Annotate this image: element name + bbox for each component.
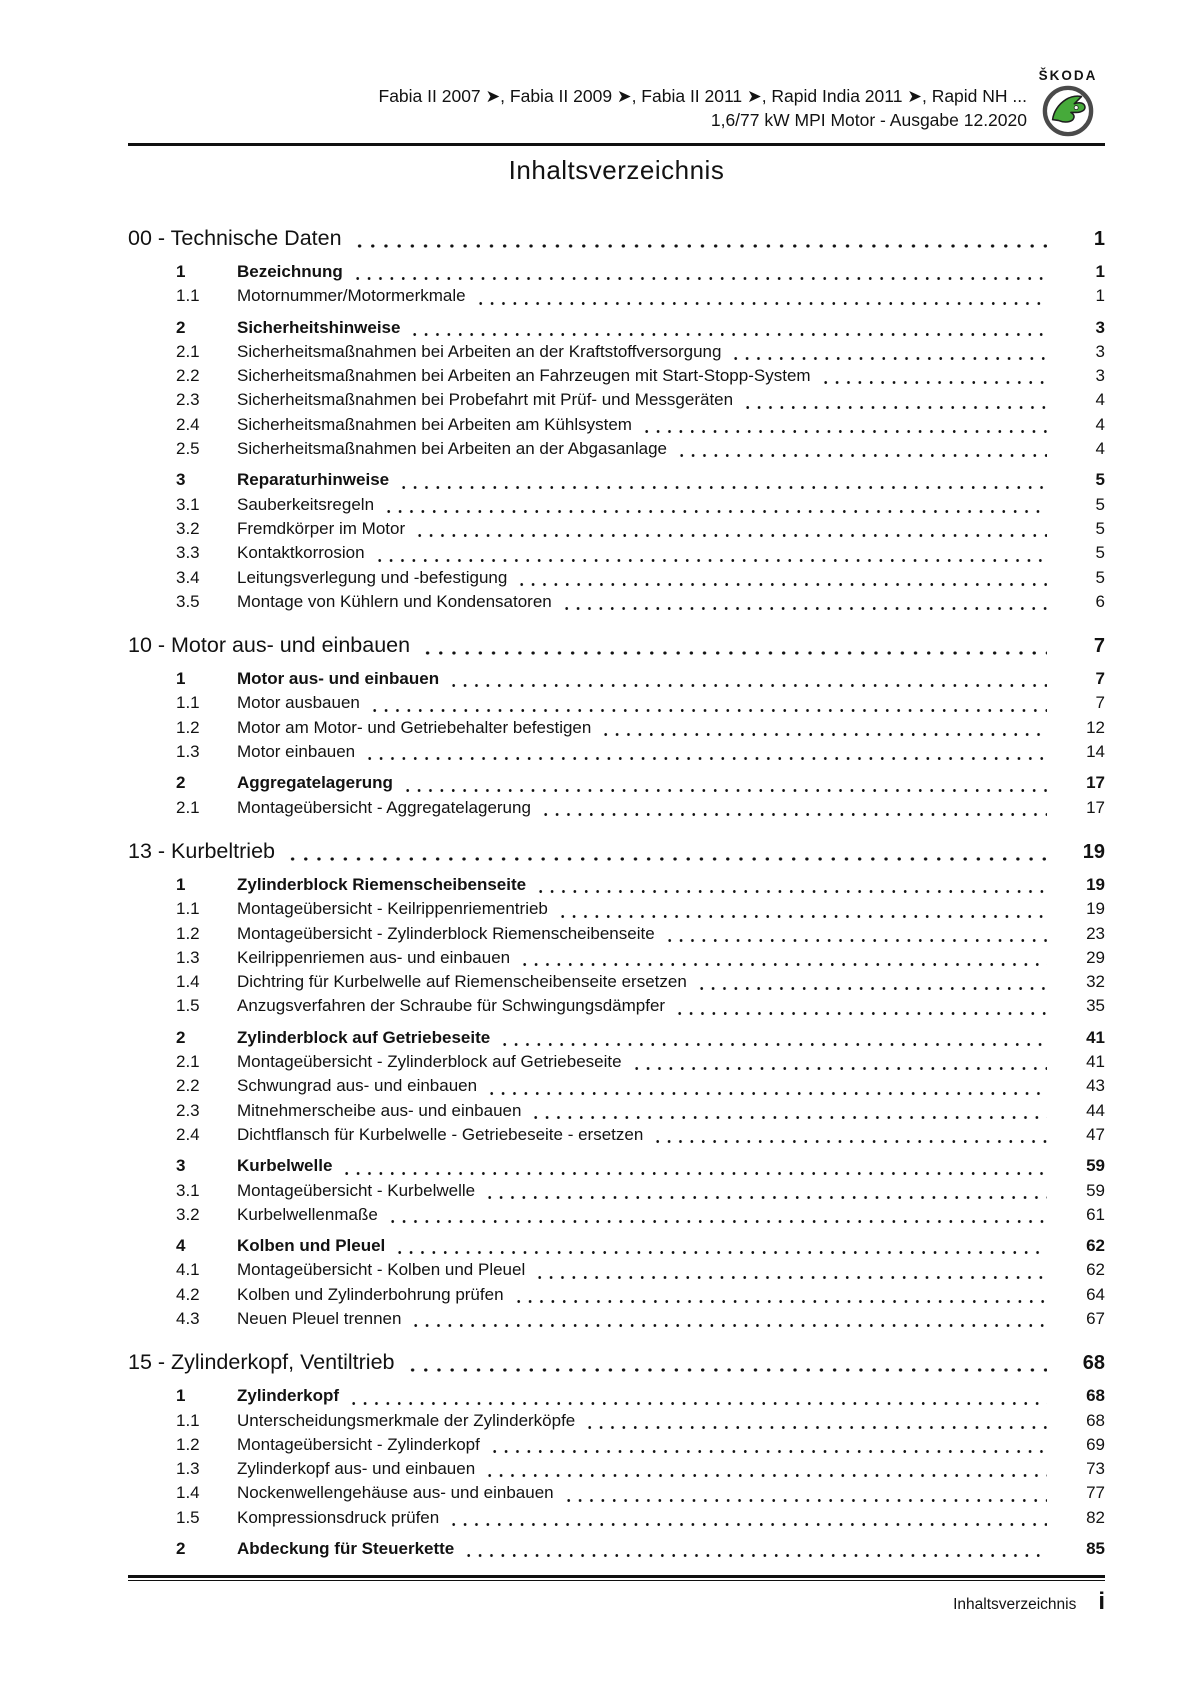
- section-number: 1.1: [176, 899, 200, 919]
- leader-dots: [410, 1324, 1047, 1327]
- toc-section-row: [128, 1026, 1105, 1050]
- section-title: Montageübersicht - Kurbelwelle: [237, 1180, 476, 1200]
- section-title: Zylinderblock Riemenscheibenseite: [237, 874, 527, 894]
- section-page-number: 59: [1086, 1180, 1105, 1200]
- chapter-label: 13 - Kurbeltrieb: [128, 838, 275, 863]
- toc-section-row: [128, 340, 1105, 364]
- toc-section-row: [128, 364, 1105, 388]
- section-page-number: 23: [1086, 923, 1105, 943]
- section-page-number: 41: [1086, 1027, 1105, 1047]
- section-title: Kompressionsdruck prüfen: [237, 1507, 440, 1527]
- leader-dots: [676, 454, 1047, 457]
- section-title: Neuen Pleuel trennen: [237, 1308, 402, 1328]
- toc-section-row: [128, 566, 1105, 590]
- toc-section-row: [128, 1123, 1105, 1147]
- leader-dots: [402, 789, 1047, 792]
- section-title: Motor ausbauen: [237, 693, 360, 713]
- section-page-number: 41: [1086, 1052, 1105, 1072]
- leader-dots: [519, 963, 1047, 966]
- toc-section-row: [128, 873, 1105, 897]
- leader-dots: [820, 381, 1047, 384]
- skoda-logo: [1033, 68, 1103, 137]
- section-page-number: 7: [1095, 693, 1105, 713]
- leader-dots: [499, 1043, 1047, 1046]
- section-title: Kontaktkorrosion: [237, 543, 365, 563]
- section-title: Bezeichnung: [237, 262, 343, 281]
- section-title: Montageübersicht - Zylinderblock Riemenscheibenseite: [237, 923, 655, 943]
- section-page-number: 32: [1086, 972, 1105, 992]
- section-title: Aggregatelagerung: [237, 773, 393, 793]
- section-title: Leitungsverlegung und -befestigung: [237, 567, 508, 587]
- toc-section-row: [128, 493, 1105, 517]
- section-title: Dichtring für Kurbelwelle auf Riemenscheibenseite ersetzen: [237, 972, 687, 992]
- section-page-number: 3: [1095, 341, 1105, 361]
- section-page-number: 14: [1086, 742, 1105, 762]
- header-rule: [128, 143, 1105, 146]
- leader-dots: [448, 1523, 1047, 1526]
- toc-section-row: [128, 1154, 1105, 1178]
- section-title: Kurbelwelle: [237, 1156, 333, 1176]
- toc-section-row: [128, 1506, 1105, 1530]
- toc-section-row: [128, 994, 1105, 1018]
- toc-section-row: [128, 1283, 1105, 1307]
- leader-dots: [484, 1474, 1047, 1477]
- section-title: Kurbelwellenmaße: [237, 1204, 378, 1224]
- section-page-number: 7: [1095, 669, 1105, 689]
- section-number: 1.3: [176, 1459, 200, 1479]
- section-number: 3: [176, 1156, 186, 1176]
- page-title: Inhaltsverzeichnis: [508, 155, 725, 185]
- leader-dots: [364, 757, 1047, 760]
- section-page-number: 4: [1095, 439, 1105, 459]
- header-edition-line: 1,6/77 kW MPI Motor - Ausgabe 12.2020: [710, 110, 1027, 130]
- section-title: Montageübersicht - Zylinderkopf: [237, 1434, 480, 1454]
- section-title: Montage von Kühlern und Kondensatoren: [237, 591, 552, 611]
- toc-section-row: [128, 1384, 1105, 1408]
- section-number: 2.3: [176, 390, 200, 410]
- section-page-number: 17: [1086, 773, 1105, 793]
- chapter-label: 15 - Zylinderkopf, Ventiltrieb: [128, 1350, 395, 1375]
- section-page-number: 29: [1086, 947, 1105, 967]
- leader-dots: [383, 510, 1047, 513]
- leader-dots: [387, 1220, 1047, 1223]
- toc-section-row: [128, 771, 1105, 795]
- leader-dots: [600, 733, 1047, 736]
- section-page-number: 69: [1086, 1434, 1105, 1454]
- leader-dots: [486, 1092, 1047, 1095]
- section-page-number: 77: [1086, 1483, 1105, 1503]
- section-number: 1.4: [176, 1483, 200, 1503]
- section-page-number: 43: [1086, 1076, 1105, 1096]
- section-number: 1.3: [176, 947, 200, 967]
- toc-section-row: [128, 897, 1105, 921]
- section-page-number: 67: [1086, 1308, 1105, 1328]
- leader-dots: [489, 1450, 1047, 1453]
- section-page-number: 5: [1095, 518, 1105, 538]
- section-page-number: 5: [1095, 470, 1105, 490]
- section-page-number: 62: [1086, 1260, 1105, 1280]
- section-title: Motor einbauen: [237, 742, 356, 762]
- toc-section-row: [128, 716, 1105, 740]
- section-title: Sicherheitshinweise: [237, 317, 401, 337]
- section-page-number: 59: [1086, 1156, 1105, 1176]
- toc-section-row: [128, 1203, 1105, 1227]
- section-number: 2.1: [176, 341, 200, 361]
- section-page-number: 64: [1086, 1284, 1105, 1304]
- toc-section-row: [128, 284, 1105, 308]
- section-title: Motor am Motor- und Getriebehalter befestigen: [237, 717, 592, 737]
- toc-section-row: [128, 1234, 1105, 1258]
- toc-section-row: [128, 468, 1105, 492]
- leader-dots: [352, 277, 1047, 280]
- section-title: Sicherheitsmaßnahmen bei Arbeiten an Fahrzeugen mit Start-Stopp-System: [237, 366, 811, 386]
- leader-dots: [414, 534, 1047, 537]
- section-title: Kolben und Pleuel: [237, 1236, 386, 1256]
- section-number: 3: [176, 470, 186, 490]
- toc-section-row: [128, 970, 1105, 994]
- toc-section-row: [128, 1258, 1105, 1282]
- section-page-number: 68: [1086, 1410, 1105, 1430]
- leader-dots: [631, 1067, 1047, 1070]
- leader-dots: [513, 1300, 1047, 1303]
- section-number: 1: [176, 669, 186, 689]
- section-page-number: 47: [1086, 1124, 1105, 1144]
- section-page-number: 17: [1086, 797, 1105, 817]
- section-number: 1.2: [176, 717, 200, 737]
- leader-dots: [530, 1116, 1047, 1119]
- section-number: 1.5: [176, 1507, 200, 1527]
- section-number: 4.3: [176, 1308, 200, 1328]
- section-title: Reparaturhinweise: [237, 470, 390, 490]
- toc-chapter-row: [128, 838, 1105, 866]
- section-number: 1: [176, 262, 186, 281]
- leader-dots: [652, 1140, 1047, 1143]
- section-title: Anzugsverfahren der Schraube für Schwingungsdämpfer: [237, 996, 666, 1016]
- section-number: 2.1: [176, 797, 200, 817]
- section-page-number: 4: [1095, 414, 1105, 434]
- leader-dots: [341, 1172, 1047, 1175]
- leader-dots: [730, 357, 1047, 360]
- leader-dots: [561, 607, 1047, 610]
- footer-page-number: i: [1098, 1588, 1105, 1615]
- section-title: Unterscheidungsmerkmale der Zylinderköpfe: [237, 1410, 576, 1430]
- section-title: Montageübersicht - Keilrippenriementrieb: [237, 899, 548, 919]
- section-number: 4: [176, 1236, 186, 1256]
- skoda-wordmark: ŠKODA: [1038, 68, 1098, 83]
- section-number: 2: [176, 1027, 186, 1047]
- toc-list: [128, 207, 1105, 1561]
- section-page-number: 1: [1095, 286, 1105, 306]
- section-page-number: 19: [1086, 899, 1105, 919]
- skoda-winged-arrow-icon: [1039, 85, 1097, 137]
- toc-section-row: [128, 922, 1105, 946]
- leader-dots: [540, 813, 1047, 816]
- section-number: 4.1: [176, 1260, 200, 1280]
- toc-section-row: [128, 691, 1105, 715]
- section-number: 3.1: [176, 1180, 200, 1200]
- section-page-number: 68: [1086, 1386, 1105, 1406]
- leader-dots: [398, 486, 1047, 489]
- section-title: Zylinderkopf: [237, 1386, 340, 1406]
- section-number: 1.3: [176, 742, 200, 762]
- toc-section-row: [128, 1433, 1105, 1457]
- section-page-number: 4: [1095, 390, 1105, 410]
- section-number: 4.2: [176, 1284, 200, 1304]
- page-footer: [953, 1588, 1105, 1616]
- section-title: Montageübersicht - Zylinderblock auf Getriebeseite: [237, 1052, 622, 1072]
- section-title: Sicherheitsmaßnahmen bei Probefahrt mit Prüf- und Messgeräten: [237, 390, 734, 410]
- toc-section-row: [128, 388, 1105, 412]
- section-page-number: 1: [1095, 262, 1105, 281]
- footer-label: Inhaltsverzeichnis: [953, 1596, 1077, 1613]
- leader-dots: [374, 559, 1047, 562]
- leader-dots: [484, 1196, 1047, 1199]
- chapter-label: 10 - Motor aus- und einbauen: [128, 633, 411, 658]
- section-number: 1: [176, 874, 186, 894]
- section-page-number: 3: [1095, 317, 1105, 337]
- footer-rule: [128, 1575, 1105, 1581]
- section-title: Sauberkeitsregeln: [237, 494, 375, 514]
- toc-section-row: [128, 1099, 1105, 1123]
- toc-section-row: [128, 740, 1105, 764]
- section-number: 2.3: [176, 1100, 200, 1120]
- leader-dots: [535, 890, 1047, 893]
- section-title: Fremdkörper im Motor: [237, 518, 406, 538]
- section-number: 2.2: [176, 366, 200, 386]
- leader-dots: [406, 1368, 1048, 1372]
- chapter-label: 00 - Technische Daten: [128, 226, 342, 250]
- section-number: 1.1: [176, 1410, 200, 1430]
- leader-dots: [563, 1499, 1047, 1502]
- section-page-number: 6: [1095, 591, 1105, 611]
- section-title: Montageübersicht - Aggregatelagerung: [237, 797, 531, 817]
- section-page-number: 73: [1086, 1459, 1105, 1479]
- toc-section-row: [128, 1409, 1105, 1433]
- leader-dots: [286, 857, 1047, 861]
- section-number: 2.5: [176, 439, 200, 459]
- leader-dots: [584, 1426, 1047, 1429]
- toc-section-row: [128, 590, 1105, 614]
- leader-dots: [557, 915, 1047, 918]
- section-page-number: 35: [1086, 996, 1105, 1016]
- toc-section-row: [128, 796, 1105, 820]
- section-title: Sicherheitsmaßnahmen bei Arbeiten am Kühlsystem: [237, 414, 632, 434]
- section-number: 2.4: [176, 1124, 200, 1144]
- section-title: Zylinderblock auf Getriebeseite: [237, 1027, 491, 1047]
- leader-dots: [664, 939, 1047, 942]
- section-page-number: 5: [1095, 494, 1105, 514]
- section-number: 3.3: [176, 543, 200, 563]
- leader-dots: [421, 651, 1047, 655]
- document-header: [128, 84, 1027, 132]
- section-page-number: 5: [1095, 567, 1105, 587]
- chapter-page-number: 19: [1082, 840, 1105, 863]
- toc-section-row: [128, 667, 1105, 691]
- leader-dots: [353, 244, 1047, 248]
- toc-section-row: [128, 1481, 1105, 1505]
- section-page-number: 44: [1086, 1100, 1105, 1120]
- section-number: 2: [176, 1539, 186, 1559]
- leader-dots: [463, 1554, 1047, 1557]
- section-number: 1: [176, 1386, 186, 1406]
- section-title: Kolben und Zylinderbohrung prüfen: [237, 1284, 504, 1304]
- leader-dots: [369, 709, 1047, 712]
- section-number: 1.5: [176, 996, 200, 1016]
- toc-chapter-row: [128, 1349, 1105, 1377]
- leader-dots: [641, 430, 1047, 433]
- section-page-number: 19: [1086, 874, 1105, 894]
- section-page-number: 12: [1086, 717, 1105, 737]
- section-title: Sicherheitsmaßnahmen bei Arbeiten an der Kraftstoffversorgung: [237, 341, 722, 361]
- leader-dots: [348, 1402, 1047, 1405]
- section-title: Motornummer/Motormerkmale: [237, 286, 466, 306]
- toc-section-row: [128, 1457, 1105, 1481]
- section-number: 2.2: [176, 1076, 200, 1096]
- chapter-page-number: 1: [1093, 228, 1105, 250]
- section-title: Abdeckung für Steuerkette: [237, 1539, 455, 1559]
- section-page-number: 5: [1095, 543, 1105, 563]
- toc-section-row: [128, 1050, 1105, 1074]
- section-page-number: 62: [1086, 1236, 1105, 1256]
- leader-dots: [394, 1251, 1047, 1254]
- section-title: Motor aus- und einbauen: [237, 669, 440, 689]
- section-number: 1.4: [176, 972, 200, 992]
- section-number: 2.4: [176, 414, 200, 434]
- toc-section-row: [128, 541, 1105, 565]
- section-number: 3.5: [176, 591, 200, 611]
- section-page-number: 61: [1086, 1204, 1105, 1224]
- toc-section-row: [128, 1074, 1105, 1098]
- toc-section-row: [128, 413, 1105, 437]
- header-models-line: Fabia II 2007 ➤, Fabia II 2009 ➤, Fabia II 2011 ➤, Rapid India 2011 ➤, Rapid NH ...: [378, 86, 1027, 106]
- chapter-page-number: 68: [1082, 1352, 1105, 1375]
- section-number: 1.1: [176, 286, 200, 306]
- leader-dots: [674, 1012, 1047, 1015]
- leader-dots: [742, 406, 1047, 409]
- toc-section-row: [128, 316, 1105, 340]
- toc-section-row: [128, 437, 1105, 461]
- section-number: 3.2: [176, 518, 200, 538]
- leader-dots: [448, 684, 1047, 687]
- section-number: 3.2: [176, 1204, 200, 1224]
- section-number: 2: [176, 317, 186, 337]
- section-page-number: 3: [1095, 366, 1105, 386]
- toc-section-row: [128, 517, 1105, 541]
- section-title: Montageübersicht - Kolben und Pleuel: [237, 1260, 526, 1280]
- section-number: 1.2: [176, 923, 200, 943]
- section-number: 2.1: [176, 1052, 200, 1072]
- leader-dots: [516, 583, 1047, 586]
- section-number: 3.4: [176, 567, 200, 587]
- toc-chapter-row: [128, 225, 1105, 253]
- section-title: Sicherheitsmaßnahmen bei Arbeiten an der Abgasanlage: [237, 439, 668, 459]
- toc-section-row: [128, 1307, 1105, 1331]
- toc-chapter-row: [128, 632, 1105, 660]
- leader-dots: [696, 987, 1047, 990]
- section-title: Zylinderkopf aus- und einbauen: [237, 1459, 476, 1479]
- leader-dots: [409, 333, 1047, 336]
- toc-section-row: [128, 260, 1105, 284]
- section-title: Schwungrad aus- und einbauen: [237, 1076, 478, 1096]
- section-title: Mitnehmerscheibe aus- und einbauen: [237, 1100, 522, 1120]
- section-page-number: 85: [1086, 1539, 1105, 1559]
- toc-section-row: [128, 1179, 1105, 1203]
- section-number: 1.2: [176, 1434, 200, 1454]
- chapter-page-number: 7: [1093, 635, 1105, 658]
- leader-dots: [475, 302, 1047, 305]
- section-title: Keilrippenriemen aus- und einbauen: [237, 947, 511, 967]
- section-number: 3.1: [176, 494, 200, 514]
- toc-section-row: [128, 946, 1105, 970]
- toc-section-row: [128, 1537, 1105, 1561]
- section-number: 1.1: [176, 693, 200, 713]
- section-title: Dichtflansch für Kurbelwelle - Getriebeseite - ersetzen: [237, 1124, 644, 1144]
- leader-dots: [534, 1276, 1047, 1279]
- section-page-number: 82: [1086, 1507, 1105, 1527]
- section-number: 2: [176, 773, 186, 793]
- section-title: Nockenwellengehäuse aus- und einbauen: [237, 1483, 554, 1503]
